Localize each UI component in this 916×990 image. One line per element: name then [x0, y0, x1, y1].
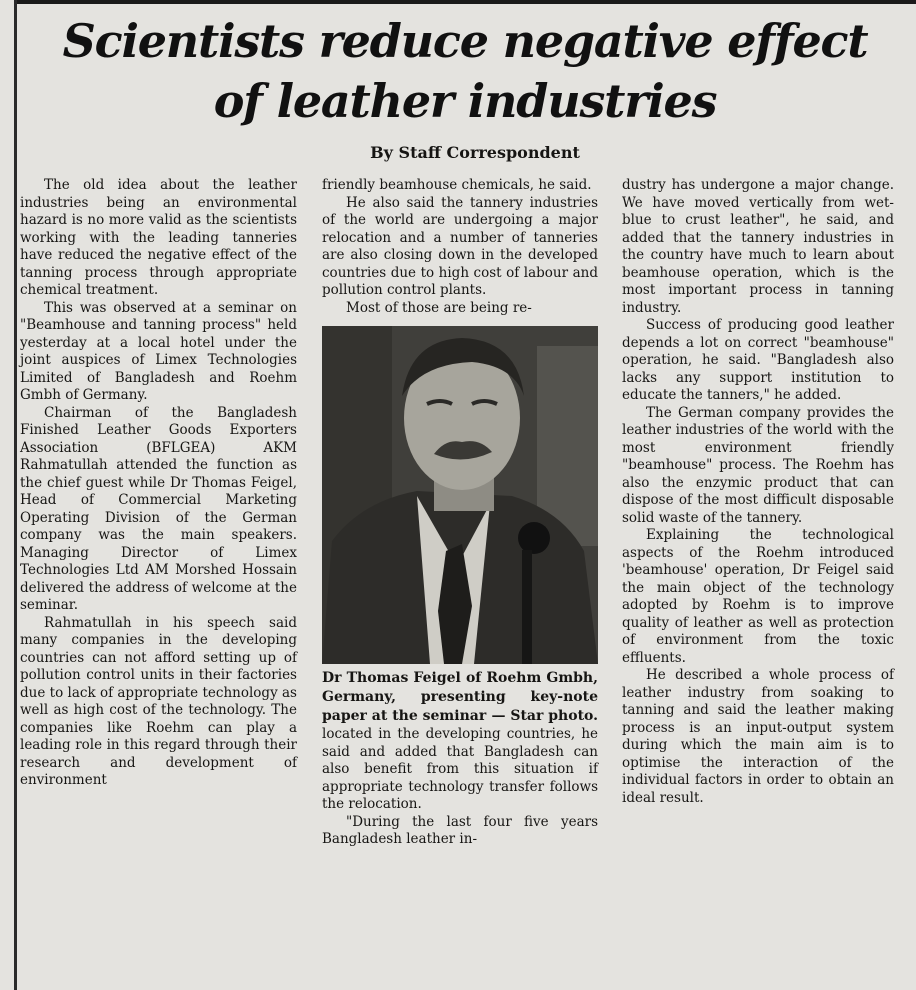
paragraph: friendly beamhouse chemicals, he said.: [322, 177, 592, 193]
headline-line-2: of leather industries: [213, 74, 717, 128]
paragraph: He also said the tannery industries of the world are undergoing a major relocation and a number of tanneries are also closing down in the developed countries due to high cost of labour and pollution control plants.: [322, 194, 598, 298]
paragraph: Most of those are being re-: [346, 299, 532, 316]
paragraph: This was observed at a seminar on "Beamhouse and tanning process" held yesterday at a local hotel under the joint auspices of Limex Technologies Limited of Bangladesh and Roehm Gmbh of Germany.: [20, 299, 297, 403]
headline-line-1: Scientists reduce negative effect: [62, 14, 868, 68]
paragraph: He described a whole process of leather industry from soaking to tanning and said the leather making process is an input-output system during which the main aim is to optimise the interaction of the individual factors in order to obtain an ideal result.: [622, 667, 894, 806]
column-2: [322, 177, 598, 849]
paragraph: located in the developing countries, he said and added that Bangladesh can also benefit from this situation if appropriate technology transfer follows the relocation.: [322, 726, 598, 812]
top-border-rule: [14, 0, 916, 4]
paragraph: Explaining the technological aspects of the Roehm introduced 'beamhouse' operation, Dr Feigel said the main object of the technology adopted by Roehm is to improve quality of leather as well as protection of environment from the toxic effluents.: [622, 527, 894, 666]
byline: By Staff Correspondent: [370, 143, 580, 162]
paragraph: Chairman of the Bangladesh Finished Leather Goods Exporters Association (BFLGEA) AKM Rahmatullah attended the function as the chief guest while Dr Thomas Feigel, Head of Commercial Marketing Operating Division of the German company was the main speakers. Managing Director of Limex Technologies Ltd AM Morshed Hossain delivered the address of welcome at the seminar.: [20, 404, 297, 613]
paragraph: Success of producing good leather depends a lot on correct "beamhouse" operation, he said. "Bangladesh also lacks any support institution to educate the tanners," he added.: [622, 317, 894, 403]
photo-caption: [322, 669, 598, 726]
paragraph: Rahmatullah in his speech said many companies in the developing countries can not afford setting up of pollution control units in their factories due to lack of appropriate technology as well as high cost of the technology. The companies like Roehm can play a leading role in this regard through their research and development of environment: [20, 614, 297, 788]
portrait-photo-image: [322, 326, 598, 664]
column-3: [622, 177, 894, 807]
photo-credit: — Star photo.: [491, 708, 598, 724]
caption-text: Dr Thomas Feigel of Roehm Gmbh, Germany, presenting key-note paper at the seminar: [322, 670, 598, 724]
paragraph: The old idea about the leather industries being an environmental hazard is no more valid as the scientists working with the leading tanneries have reduced the negative effect of the tanning process through appropriate chemical treatment.: [20, 177, 297, 298]
column-1: [20, 177, 297, 790]
paragraph: The German company provides the leather industries of the world with the most environment friendly "beamhouse" process. The Roehm has also the enzymic product that can dispose of the most difficult disposable solid waste of the tannery.: [622, 404, 894, 526]
paragraph: "During the last four five years Bangladesh leather in-: [322, 813, 598, 847]
left-border-rule: [14, 0, 17, 990]
paragraph: dustry has undergone a major change. We have moved vertically from wet-blue to crust leather", he said, and added that the tannery industries in the country have much to learn about beamhouse operation, which is the most important process in tanning industry.: [622, 177, 894, 316]
photo-dr-thomas-feigel: [322, 326, 598, 664]
